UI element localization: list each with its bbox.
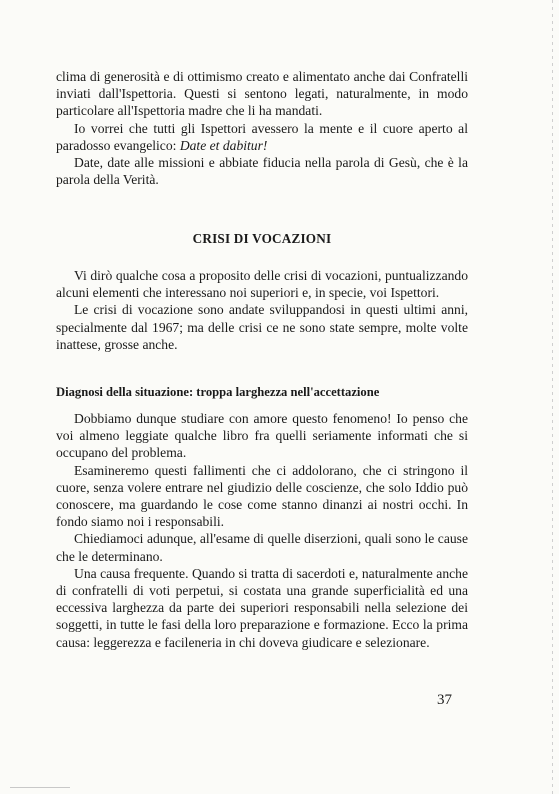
paragraph: Date, date alle missioni e abbiate fiducia nella parola di Gesù, che è la parola della Verità. — [56, 155, 468, 188]
section-title: CRISI DI VOCAZIONI — [192, 231, 332, 246]
paragraph: Esamineremo questi fallimenti che ci addolorano, che ci stringono il cuore, senza volere entrare nel giudizio delle coscienze, che solo Iddio può conoscere, ma guardando le cose come stanno dinanzi ai nostri occhi. In fondo siamo noi i responsabili. — [56, 462, 468, 530]
paragraph: Vi dirò qualche cosa a proposito delle crisi di vocazioni, puntualizzando alcuni elementi che interessano noi superiori e, in specie, voi Ispettori. — [56, 268, 468, 301]
paragraph: Dobbiamo dunque studiare con amore questo fenomeno! Io penso che voi almeno leggiate qualche libro fra quelli seriamente informati che si occupano del problema. — [56, 411, 468, 461]
crisi-text — [56, 267, 468, 353]
paragraph-text: Io vorrei che tutti gli Ispettori avessero la mente e il cuore aperto al paradosso evangelico: — [56, 120, 468, 153]
diagnosi-text — [56, 410, 468, 651]
page-number: 37 — [437, 692, 452, 708]
opening-text — [56, 68, 468, 188]
paragraph: Chiediamoci adunque, all'esame di quelle diserzioni, quali sono le cause che le determinano. — [56, 531, 468, 564]
paragraph — [56, 120, 468, 154]
latin-quote: Date et dabitur! — [179, 137, 268, 153]
paragraph: clima di generosità e di ottimismo creato e alimentato anche dai Confratelli inviati dall'Ispettoria. Questi si sentono legati, naturalmente, in modo particolare all'Ispettoria madre che li ha mandati. — [56, 69, 468, 119]
page-edge — [552, 0, 553, 794]
scan-mark — [10, 787, 70, 788]
paragraph: Una causa frequente. Quando si tratta di sacerdoti e, naturalmente anche di confratelli di voti perpetui, si costata una grande superficialità ed una eccessiva larghezza da parte dei superiori responsabili nella selezione dei soggetti, in tutte le fasi della loro preparazione e formazione. Ecco la prima causa: leggerezza e facileneria in chi doveva giudicare e selezionare. — [56, 565, 468, 650]
subheading: Diagnosi della situazione: troppa larghezza nell'accettazione — [56, 385, 380, 399]
paragraph: Le crisi di vocazione sono andate sviluppandosi in questi ultimi anni, specialmente dal 1967; ma delle crisi ce ne sono state sempre, molte volte inattese, grosse anche. — [56, 302, 468, 352]
